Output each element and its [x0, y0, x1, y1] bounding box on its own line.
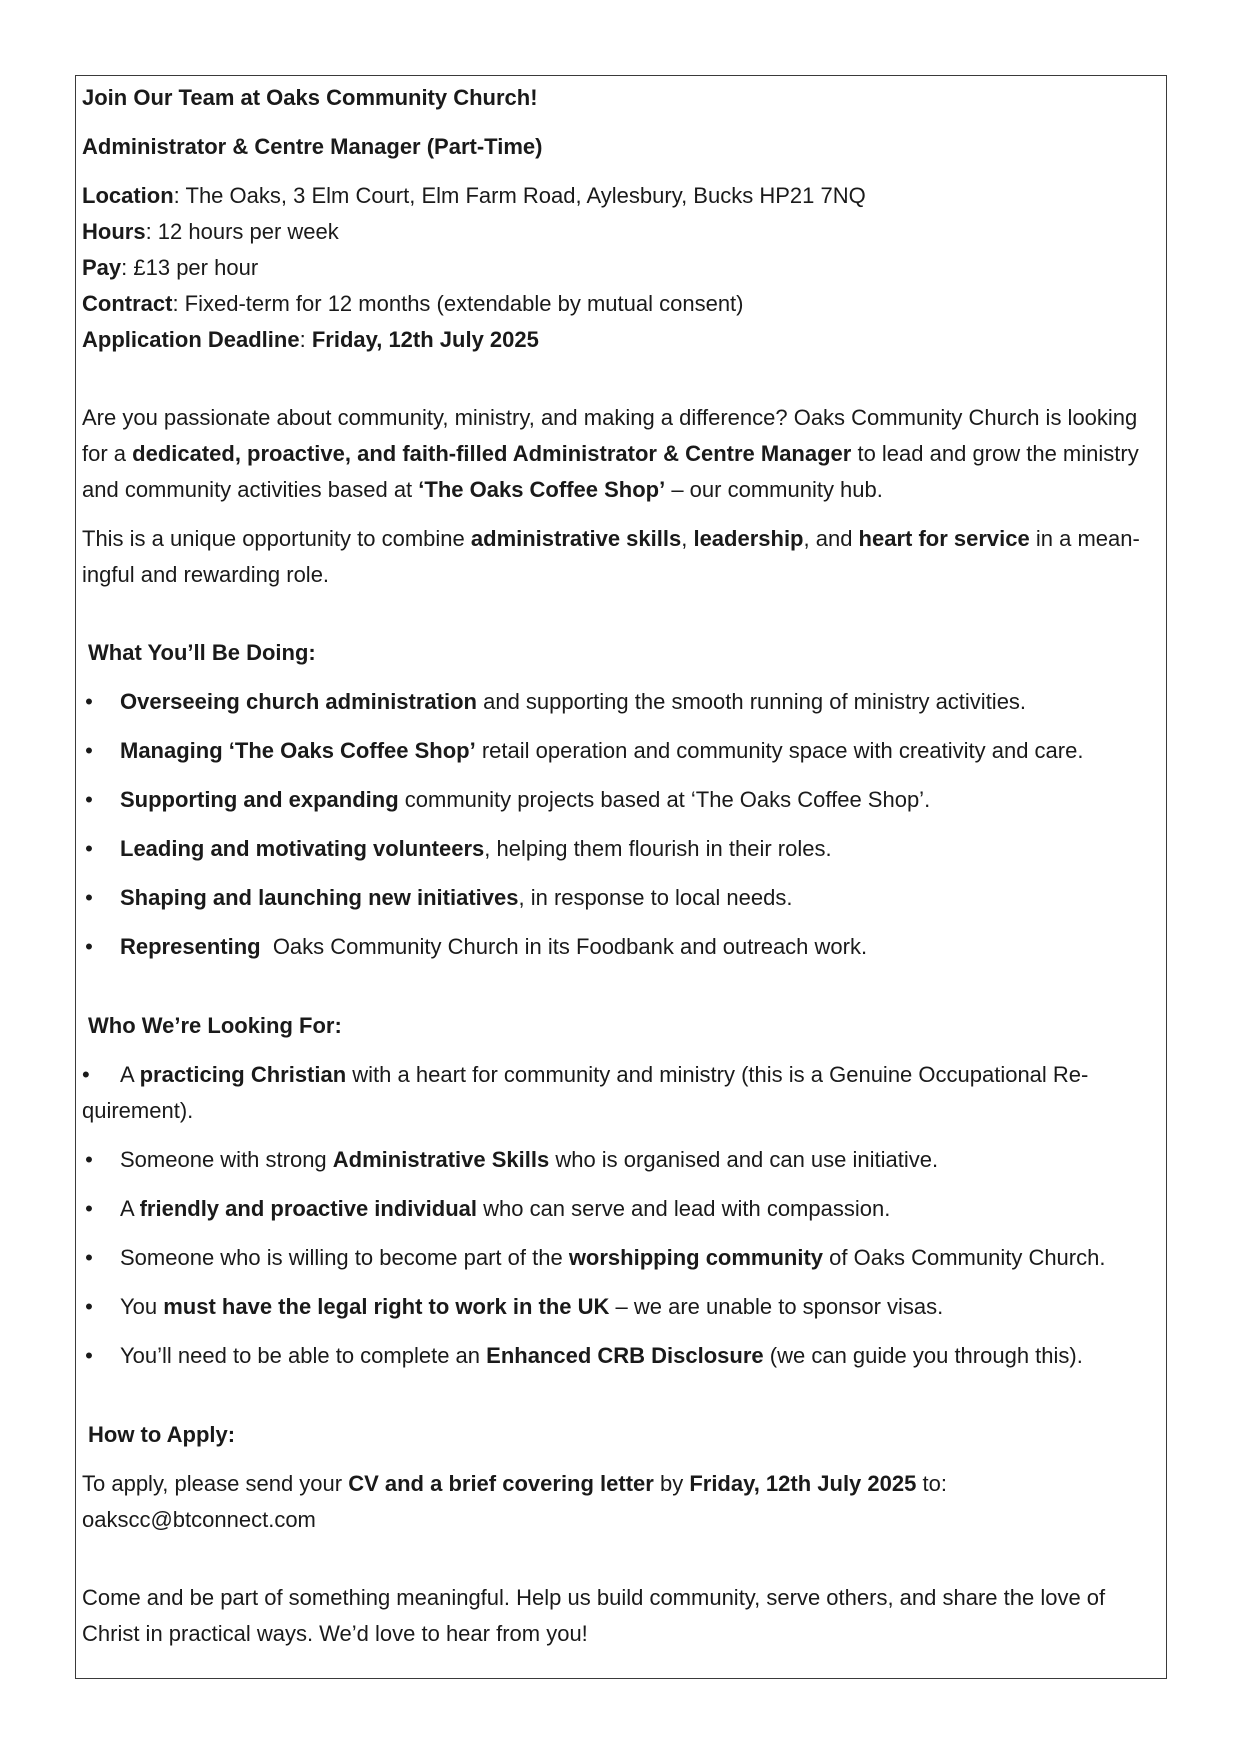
item-bold: Representing [120, 934, 261, 959]
item-text: , in response to local needs. [518, 885, 793, 910]
deadline-separator: : [299, 327, 312, 352]
item-text: with a heart for community and ministry (this is a Genuine Occupational Requirement). [82, 1062, 1089, 1123]
bullet-icon [82, 1057, 120, 1093]
hours-value: : 12 hours per week [145, 219, 339, 244]
bullet-icon [82, 684, 96, 720]
item-bold: practicing Christian [139, 1062, 347, 1087]
intro-emphasis: dedicated, proactive, and faith-filled Administrator & Centre Manager [132, 441, 852, 466]
location-value: : The Oaks, 3 Elm Court, Elm Farm Road, Aylesbury, Bucks HP21 7NQ [173, 183, 866, 208]
item-text: A [120, 1062, 140, 1087]
opportunity-text: , and [803, 526, 859, 551]
intro-text: Are you passionate about community, ministry, and making a difference? Oaks Community Church is looking for a [82, 405, 1138, 466]
list-item [82, 782, 1162, 818]
item-bold: Supporting and expanding [120, 787, 399, 812]
apply-emphasis: CV and a brief covering letter [348, 1471, 654, 1496]
list-item [82, 1057, 1162, 1129]
item-bold: Leading and motivating volunteers [120, 836, 485, 861]
item-text: You’ll need to be able to complete an [120, 1343, 487, 1368]
item-bold: Overseeing church administration [120, 689, 477, 714]
item-text: who can serve and lead with compassion. [476, 1196, 891, 1221]
bullet-icon [82, 880, 96, 916]
apply-text: by [653, 1471, 690, 1496]
item-text: – we are unable to sponsor visas. [609, 1294, 944, 1319]
item-bold: must have the legal right to work in the UK [163, 1294, 610, 1319]
item-text: A [120, 1196, 140, 1221]
item-text: retail operation and community space with creativity and care. [475, 738, 1084, 763]
looking-heading: Who We’re Looking For: [88, 1013, 342, 1038]
item-bold: worshipping community [568, 1245, 824, 1270]
list-item [82, 831, 1162, 867]
contract-label: Contract [82, 291, 173, 316]
pay-line [82, 250, 1162, 286]
pay-value: : £13 per hour [121, 255, 259, 280]
advert-title: Join Our Team at Oaks Community Church! [82, 85, 538, 110]
apply-text: To apply, please send your [82, 1471, 349, 1496]
item-bold: Administrative Skills [332, 1147, 550, 1172]
intro-paragraph [82, 400, 1162, 508]
item-bold: friendly and proactive individual [139, 1196, 477, 1221]
deadline-label: Application Deadline [82, 327, 300, 352]
bullet-icon [82, 1191, 96, 1227]
coffee-shop-name: ‘The Oaks Coffee Shop’ [418, 477, 666, 502]
intro-text: – our community hub. [665, 477, 883, 502]
intro-text: to lead and grow the ministry and community activities based at [82, 441, 1139, 502]
item-bold: Managing ‘The Oaks Coffee Shop’ [120, 738, 476, 763]
bullet-icon [82, 1338, 96, 1374]
list-item [82, 1191, 1162, 1227]
item-text: Someone who is willing to become part of the [120, 1245, 569, 1270]
opportunity-text: This is a unique opportunity to combine [82, 526, 471, 551]
apply-email[interactable]: oakscc@btconnect.com [82, 1507, 316, 1532]
item-text: You [120, 1294, 164, 1319]
job-details [82, 178, 1162, 358]
skill-emphasis: heart for service [858, 526, 1030, 551]
deadline-value: Friday, 12th July 2025 [311, 327, 539, 352]
item-text: and supporting the smooth running of ministry activities. [476, 689, 1027, 714]
opportunity-text: , [681, 526, 694, 551]
apply-heading: How to Apply: [88, 1422, 236, 1447]
bullet-icon [82, 1240, 96, 1276]
apply-instructions [82, 1466, 1162, 1502]
closing-paragraph: Come and be part of something meaningful. Help us build community, serve others, and share the love of Christ in practical ways. We’d love to hear from you! [82, 1585, 1106, 1646]
doing-list [82, 684, 1162, 965]
job-advert [82, 80, 1162, 1652]
doing-heading: What You’ll Be Doing: [88, 640, 316, 665]
item-text: who is organised and can use initiative. [549, 1147, 939, 1172]
deadline-line [82, 322, 1162, 358]
looking-list [82, 1057, 1162, 1374]
location-line [82, 178, 1162, 214]
list-item [82, 1240, 1162, 1276]
bullet-icon [82, 733, 96, 769]
skill-emphasis: administrative skills [470, 526, 682, 551]
item-bold: Shaping and launching new initiatives [120, 885, 519, 910]
list-item [82, 684, 1162, 720]
pay-label: Pay [82, 255, 122, 280]
item-bold: Enhanced CRB Disclosure [486, 1343, 764, 1368]
bullet-icon [82, 1289, 96, 1325]
apply-text: to: [916, 1471, 947, 1496]
list-item [82, 880, 1162, 916]
hours-line [82, 214, 1162, 250]
item-text: Oaks Community Church in its Foodbank and outreach work. [260, 934, 868, 959]
list-item [82, 1338, 1162, 1374]
bullet-icon [82, 782, 96, 818]
skill-emphasis: leadership [693, 526, 804, 551]
contract-value: : Fixed-term for 12 months (extendable by mutual consent) [172, 291, 744, 316]
list-item [82, 1142, 1162, 1178]
apply-deadline: Friday, 12th July 2025 [689, 1471, 917, 1496]
item-text: , helping them flourish in their roles. [484, 836, 832, 861]
list-item [82, 733, 1162, 769]
bullet-icon [82, 831, 96, 867]
job-role: Administrator & Centre Manager (Part-Time) [82, 134, 543, 159]
item-text: (we can guide you through this). [763, 1343, 1083, 1368]
list-item [82, 1289, 1162, 1325]
item-text: Someone with strong [120, 1147, 333, 1172]
bullet-icon [82, 1142, 96, 1178]
item-text: community projects based at ‘The Oaks Coffee Shop’. [398, 787, 931, 812]
list-item [82, 929, 1162, 965]
opportunity-paragraph [82, 521, 1162, 593]
opportunity-text: in a meaningful and rewarding role. [82, 526, 1140, 587]
contract-line [82, 286, 1162, 322]
item-text: of Oaks Community Church. [823, 1245, 1106, 1270]
bullet-icon [82, 929, 96, 965]
location-label: Location [82, 183, 174, 208]
hours-label: Hours [82, 219, 146, 244]
